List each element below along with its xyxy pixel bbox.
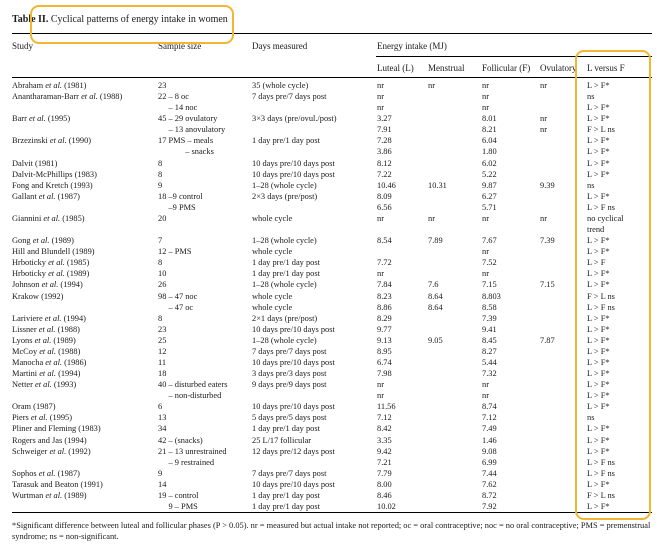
cell-study: Lyons et al. (1989) — [12, 335, 76, 345]
cell-days-measured: 1 day pre/1 day post — [252, 136, 320, 146]
cell-study: Gallant et al. (1987) — [12, 191, 80, 201]
cell-luteal: 7.22 — [377, 169, 392, 179]
cell-luteal: 7.28 — [377, 136, 392, 146]
cell-study: Barr et al. (1995) — [12, 114, 71, 124]
cell-days-measured: 2×1 days (pre/post) — [252, 313, 318, 323]
cell-days-measured: whole cycle — [252, 247, 293, 257]
header-menstrual: Menstrual — [428, 63, 465, 73]
cell-follicular: 6.02 — [482, 158, 497, 168]
table-row — [0, 368, 660, 379]
cell-follicular: 1.80 — [482, 147, 497, 157]
cell-follicular: 8.74 — [482, 402, 497, 412]
table-row — [0, 379, 660, 390]
cell-l-versus-f: L > F* — [587, 247, 610, 257]
table-row — [0, 268, 660, 279]
cell-sample-size: 45 – 29 ovulatory — [158, 114, 218, 124]
cell-days-measured: 10 days pre/10 days post — [252, 358, 335, 367]
cell-l-versus-f: L > F* — [587, 236, 610, 246]
cell-study: Oram (1987) — [12, 402, 56, 412]
cell-days-measured: 9 days pre/9 days post — [252, 380, 327, 390]
cell-luteal: nr — [377, 391, 384, 401]
cell-follicular: nr — [482, 92, 489, 102]
cell-days-measured: 5 days pre/5 days post — [252, 413, 327, 423]
cell-days-measured: 12 days pre/12 days post — [252, 446, 335, 456]
cell-study: Pliner and Fleming (1983) — [12, 424, 101, 434]
cell-luteal: 8.42 — [377, 424, 392, 434]
cell-luteal: 8.12 — [377, 158, 392, 168]
cell-follicular: nr — [482, 103, 489, 113]
cell-follicular: 9.87 — [482, 180, 497, 190]
table-row — [0, 346, 660, 357]
cell-days-measured: 3×3 days (pre/ovul./post) — [252, 114, 337, 124]
cell-l-versus-f: L > F* — [587, 446, 610, 456]
cell-l-versus-f: F > L ns — [587, 490, 615, 500]
cell-l-versus-f: L > F* — [587, 158, 610, 168]
table-row — [0, 246, 660, 257]
cell-follicular: 8.58 — [482, 302, 497, 312]
table-row — [0, 457, 660, 468]
cell-sample-size: 9 — [158, 180, 163, 190]
cell-sample-size: 18 — [158, 369, 167, 379]
cell-sample-size: 8 — [158, 258, 163, 268]
cell-menstrual: 9.05 — [428, 335, 443, 345]
cell-luteal: 8.09 — [377, 191, 392, 201]
cell-study: Fong and Kretch (1993) — [12, 180, 93, 190]
table-row — [0, 279, 660, 290]
cell-study: Lariviere et al. (1994) — [12, 313, 86, 323]
cell-ovulatory: 7.87 — [540, 335, 555, 345]
cell-days-measured: 35 (whole cycle) — [252, 81, 309, 90]
table-row — [0, 191, 660, 202]
cell-days-measured: 1 day pre/1 day post — [252, 269, 320, 279]
cell-sample-size: – non-disturbed — [158, 391, 222, 401]
cell-l-versus-f: L > F* — [587, 324, 610, 334]
cell-study: Krakow (1992) — [12, 291, 64, 301]
cell-l-versus-f: L > F* — [587, 147, 610, 157]
cell-l-versus-f: F > L ns — [587, 291, 615, 301]
cell-study: Hrboticky et al. (1985) — [12, 258, 90, 268]
cell-follicular: 7.15 — [482, 280, 497, 290]
cell-menstrual: 7.89 — [428, 236, 443, 246]
cell-follicular: 8.21 — [482, 125, 497, 135]
cell-sample-size: 98 – 47 noc — [158, 291, 198, 301]
cell-days-measured: 1–28 (whole cycle) — [252, 180, 317, 190]
cell-days-measured: 7 days pre/7 days post — [252, 346, 327, 356]
cell-study: Gong et al. (1989) — [12, 236, 74, 246]
table-row — [0, 180, 660, 191]
cell-follicular: 8.72 — [482, 490, 497, 500]
table-row — [0, 313, 660, 324]
cell-sample-size: 21 – 13 unrestrained — [158, 446, 227, 456]
cell-study: Hrboticky et al. (1989) — [12, 269, 90, 279]
cell-study: Martini et al. (1994) — [12, 369, 81, 379]
cell-sample-size: 18 –9 control — [158, 191, 203, 201]
cell-ovulatory: nr — [540, 114, 547, 124]
header-study: Study — [12, 41, 34, 51]
table-row — [0, 401, 660, 412]
cell-luteal: 3.86 — [377, 147, 392, 157]
cell-l-versus-f: L > F* — [587, 358, 610, 367]
cell-study: Wurtman et al. (1989) — [12, 490, 87, 500]
cell-ovulatory: nr — [540, 125, 547, 135]
cell-study: Lissner et al. (1988) — [12, 324, 80, 334]
cell-days-measured: 10 days pre/10 days post — [252, 402, 335, 412]
cell-follicular: 7.39 — [482, 313, 497, 323]
cell-l-versus-f: L > F* — [587, 335, 610, 345]
cell-follicular: nr — [482, 391, 489, 401]
cell-l-versus-f: L > F* — [587, 380, 610, 390]
cell-days-measured: 1–28 (whole cycle) — [252, 236, 317, 246]
cell-days-measured: 1 day pre/1 day post — [252, 424, 320, 434]
cell-follicular: 7.92 — [482, 502, 497, 512]
table-row — [0, 390, 660, 401]
cell-luteal: 3.35 — [377, 435, 392, 445]
table-row — [0, 501, 660, 512]
cell-follicular: 8.803 — [482, 291, 501, 301]
cell-ovulatory: nr — [540, 81, 547, 90]
cell-luteal: 8.95 — [377, 346, 392, 356]
cell-sample-size: 23 — [158, 81, 167, 90]
cell-days-measured: 10 days pre/10 days post — [252, 158, 335, 168]
cell-menstrual: nr — [428, 81, 435, 90]
cell-menstrual: 8.64 — [428, 302, 443, 312]
cell-sample-size: 9 — [158, 468, 163, 478]
cell-l-versus-f: L > F* — [587, 479, 610, 489]
cell-luteal: 7.84 — [377, 280, 392, 290]
cell-follicular: 6.27 — [482, 191, 497, 201]
table-row — [0, 224, 660, 235]
table-row — [0, 302, 660, 313]
cell-study: Dalvit-McPhillips (1983) — [12, 169, 97, 179]
header-energy-intake: Energy intake (MJ) — [377, 41, 447, 51]
cell-follicular: 7.49 — [482, 424, 497, 434]
cell-days-measured: 10 days pre/10 days post — [252, 169, 335, 179]
table-row — [0, 324, 660, 335]
cell-l-versus-f: L > F* — [587, 269, 610, 279]
table-row — [0, 490, 660, 501]
table-row — [0, 423, 660, 434]
table-row — [0, 146, 660, 157]
cell-sample-size: 42 – (snacks) — [158, 435, 203, 445]
cell-study: Johnson et al. (1994) — [12, 280, 83, 290]
cell-study: McCoy et al. (1988) — [12, 346, 81, 356]
table-row — [0, 91, 660, 102]
cell-sample-size: 6 — [158, 402, 163, 412]
cell-study: Dalvit (1981) — [12, 158, 58, 168]
cell-sample-size: 8 — [158, 169, 163, 179]
cell-l-versus-f: L > F* — [587, 502, 610, 512]
cell-sample-size: 17 PMS – meals — [158, 136, 214, 146]
cell-luteal: 8.29 — [377, 313, 392, 323]
cell-days-measured: 1 day pre/1 day post — [252, 258, 320, 268]
table-row — [0, 80, 660, 91]
cell-sample-size: 11 — [158, 358, 167, 367]
cell-days-measured: 10 days pre/10 days post — [252, 479, 335, 489]
table-row — [0, 412, 660, 423]
cell-sample-size: 40 – disturbed eaters — [158, 380, 228, 390]
cell-days-measured: 7 days pre/7 days post — [252, 92, 327, 102]
cell-luteal: 6.56 — [377, 202, 392, 212]
cell-luteal: nr — [377, 213, 384, 223]
cell-days-measured: 3 days pre/3 days post — [252, 369, 327, 379]
cell-sample-size: – 13 anovulatory — [158, 125, 226, 135]
table-row — [0, 102, 660, 113]
cell-sample-size: –9 PMS — [158, 202, 196, 212]
table-row — [0, 446, 660, 457]
cell-l-versus-f: L > F ns — [587, 202, 615, 212]
cell-sample-size: – 9 restrained — [158, 457, 215, 467]
cell-follicular: 6.99 — [482, 457, 497, 467]
cell-study: Schweiger et al. (1992) — [12, 446, 91, 456]
cell-ovulatory: 9.39 — [540, 180, 555, 190]
cell-follicular: nr — [482, 213, 489, 223]
cell-sample-size: 23 — [158, 324, 167, 334]
cell-sample-size: 13 — [158, 413, 167, 423]
cell-follicular: nr — [482, 380, 489, 390]
cell-days-measured: whole cycle — [252, 302, 293, 312]
cell-sample-size: 10 — [158, 269, 167, 279]
cell-study: Tarasuk and Beaton (1991) — [12, 479, 103, 489]
cell-luteal: nr — [377, 103, 384, 113]
table-row — [0, 169, 660, 180]
table-label: Table II. — [12, 14, 49, 25]
table-row — [0, 235, 660, 246]
cell-sample-size: 12 — [158, 346, 167, 356]
table-row — [0, 435, 660, 446]
table-row — [0, 124, 660, 135]
cell-l-versus-f: L > F* — [587, 114, 610, 124]
header-ovulatory: Ovulatory — [540, 63, 577, 73]
cell-sample-size: 20 — [158, 213, 167, 223]
cell-sample-size: 12 – PMS — [158, 247, 192, 257]
cell-days-measured: whole cycle — [252, 213, 293, 223]
cell-sample-size: – 47 oc — [158, 302, 194, 312]
cell-study: Brzezinski et al. (1990) — [12, 136, 92, 146]
cell-study: Abraham et al. (1981) — [12, 81, 87, 90]
cell-l-versus-f: L > F ns — [587, 457, 615, 467]
cell-follicular: 8.27 — [482, 346, 497, 356]
cell-luteal: 10.02 — [377, 502, 396, 512]
header-sample-size: Sample size — [158, 41, 202, 51]
cell-days-measured: 1 day pre/1 day post — [252, 490, 320, 500]
cell-luteal: 9.13 — [377, 335, 392, 345]
cell-l-versus-f: no cyclical — [587, 213, 624, 223]
cell-luteal: 3.27 — [377, 114, 392, 124]
cell-luteal: 9.42 — [377, 446, 392, 456]
table-row — [0, 257, 660, 268]
cell-luteal: 6.74 — [377, 358, 392, 367]
cell-menstrual: nr — [428, 213, 435, 223]
cell-days-measured: 1–28 (whole cycle) — [252, 280, 317, 290]
cell-days-measured: whole cycle — [252, 291, 293, 301]
cell-study: Manocha et al. (1986) — [12, 358, 87, 367]
cell-sample-size: 8 — [158, 313, 163, 323]
cell-l-versus-f: L > F* — [587, 136, 610, 146]
cell-l-versus-f: L > F — [587, 258, 606, 268]
cell-follicular: 7.52 — [482, 258, 497, 268]
cell-luteal: nr — [377, 81, 384, 90]
cell-follicular: 7.44 — [482, 468, 497, 478]
cell-luteal: 7.21 — [377, 457, 392, 467]
cell-sample-size: 25 — [158, 335, 167, 345]
cell-sample-size: 8 — [158, 158, 163, 168]
cell-luteal: 8.86 — [377, 302, 392, 312]
cell-menstrual: 8.64 — [428, 291, 443, 301]
table-row — [0, 335, 660, 346]
cell-follicular: nr — [482, 247, 489, 257]
cell-l-versus-f: L > F* — [587, 391, 610, 401]
table-row — [0, 113, 660, 124]
cell-sample-size: – snacks — [158, 147, 214, 157]
table-row — [0, 202, 660, 213]
cell-study: Giannini et al. (1985) — [12, 213, 85, 223]
cell-luteal: 8.46 — [377, 490, 392, 500]
cell-l-versus-f: ns — [587, 413, 595, 423]
cell-days-measured: 1–28 (whole cycle) — [252, 335, 317, 345]
highlight-l-versus-f-column — [575, 50, 651, 520]
cell-follicular: 5.22 — [482, 169, 497, 179]
cell-l-versus-f: L > F* — [587, 191, 610, 201]
cell-sample-size: 9 – PMS — [158, 502, 198, 512]
cell-l-versus-f: L > F* — [587, 424, 610, 434]
table-row — [0, 479, 660, 490]
table-row — [0, 213, 660, 224]
cell-l-versus-f: L > F* — [587, 169, 610, 179]
cell-study: Piers et al. (1995) — [12, 413, 73, 423]
cell-follicular: 8.01 — [482, 114, 497, 124]
cell-sample-size: 26 — [158, 280, 167, 290]
cell-days-measured: 7 days pre/7 days post — [252, 468, 327, 478]
cell-luteal: nr — [377, 380, 384, 390]
cell-l-versus-f: L > F* — [587, 346, 610, 356]
cell-menstrual: 7.6 — [428, 280, 439, 290]
cell-follicular: 7.32 — [482, 369, 497, 379]
cell-l-versus-f: L > F ns — [587, 302, 615, 312]
table-row — [0, 468, 660, 479]
cell-follicular: 9.08 — [482, 446, 497, 456]
cell-luteal: 10.46 — [377, 180, 396, 190]
cell-follicular: 6.04 — [482, 136, 497, 146]
cell-l-versus-f: L > F* — [587, 81, 610, 90]
cell-l-versus-f: L > F* — [587, 280, 610, 290]
bottom-rule — [12, 512, 652, 513]
cell-ovulatory: 7.39 — [540, 236, 555, 246]
cell-follicular: 5.71 — [482, 202, 497, 212]
table-title: Cyclical patterns of energy intake in women — [50, 14, 228, 25]
cell-follicular: 5.44 — [482, 358, 497, 367]
cell-l-versus-f: F > L ns — [587, 125, 615, 135]
cell-sample-size: 14 — [158, 479, 167, 489]
cell-study: Rogers and Jas (1994) — [12, 435, 87, 445]
cell-l-versus-f: L > F ns — [587, 468, 615, 478]
table-row — [0, 291, 660, 302]
cell-ovulatory: 7.15 — [540, 280, 555, 290]
cell-luteal: 7.98 — [377, 369, 392, 379]
cell-study: Anantharaman-Barr et al. (1988) — [12, 92, 123, 102]
header-luteal: Luteal (L) — [377, 63, 414, 73]
cell-l-versus-f: ns — [587, 180, 595, 190]
cell-luteal: 8.00 — [377, 479, 392, 489]
cell-luteal: 7.79 — [377, 468, 392, 478]
cell-follicular: 7.12 — [482, 413, 497, 423]
cell-luteal: 8.23 — [377, 291, 392, 301]
cell-follicular: 7.62 — [482, 479, 497, 489]
cell-l-versus-f: L > F* — [587, 435, 610, 445]
header-rule — [12, 77, 652, 78]
cell-sample-size: 19 – control — [158, 490, 199, 500]
cell-study: Sophos et al. (1987) — [12, 468, 80, 478]
cell-l-versus-f: L > F* — [587, 103, 610, 113]
cell-l-versus-f: L > F* — [587, 313, 610, 323]
header-follicular: Follicular (F) — [482, 63, 531, 73]
table-row — [0, 135, 660, 146]
cell-luteal: nr — [377, 92, 384, 102]
cell-follicular: 1.46 — [482, 435, 497, 445]
cell-sample-size: 7 — [158, 236, 163, 246]
cell-follicular: 9.41 — [482, 324, 497, 334]
cell-days-measured: 25 L/17 follicular — [252, 435, 312, 445]
table-row — [0, 357, 660, 368]
header-l-versus-f: L versus F — [587, 63, 625, 73]
cell-l-versus-f: L > F* — [587, 369, 610, 379]
cell-sample-size: 34 — [158, 424, 167, 434]
cell-l-versus-f: trend — [587, 225, 605, 235]
table-footnote: *Significant difference between luteal and follicular phases (P > 0.05). nr = measured but actual intake not reported; oc = oral contraceptive; noc = no oral contraceptive; PMS = premenstrual syndrome; ns = non-significant. — [12, 521, 651, 541]
cell-follicular: nr — [482, 269, 489, 279]
cell-luteal: 11.56 — [377, 402, 396, 412]
cell-luteal: nr — [377, 269, 384, 279]
cell-luteal: 7.72 — [377, 258, 392, 268]
cell-sample-size: 22 – 8 oc — [158, 92, 189, 102]
cell-luteal: 8.54 — [377, 236, 392, 246]
cell-days-measured: 2×3 days (pre/post) — [252, 191, 318, 201]
cell-l-versus-f: L > F* — [587, 402, 610, 412]
cell-ovulatory: nr — [540, 213, 547, 223]
cell-luteal: 7.12 — [377, 413, 392, 423]
cell-days-measured: 10 days pre/10 days post — [252, 324, 335, 334]
cell-sample-size: – 14 noc — [158, 103, 198, 113]
cell-follicular: 7.67 — [482, 236, 497, 246]
table-row — [0, 158, 660, 169]
cell-luteal: 9.77 — [377, 324, 392, 334]
cell-days-measured: 1 day pre/1 day post — [252, 502, 320, 512]
cell-luteal: 7.91 — [377, 125, 392, 135]
header-days-measured: Days measured — [252, 41, 308, 51]
cell-follicular: nr — [482, 81, 489, 90]
cell-study: Netter et al. (1993) — [12, 380, 77, 390]
cell-follicular: 8.45 — [482, 335, 497, 345]
cell-menstrual: 10.31 — [428, 180, 447, 190]
cell-study: Hill and Blundell (1989) — [12, 247, 95, 257]
cell-l-versus-f: ns — [587, 92, 595, 102]
highlight-caption-box — [30, 5, 234, 44]
